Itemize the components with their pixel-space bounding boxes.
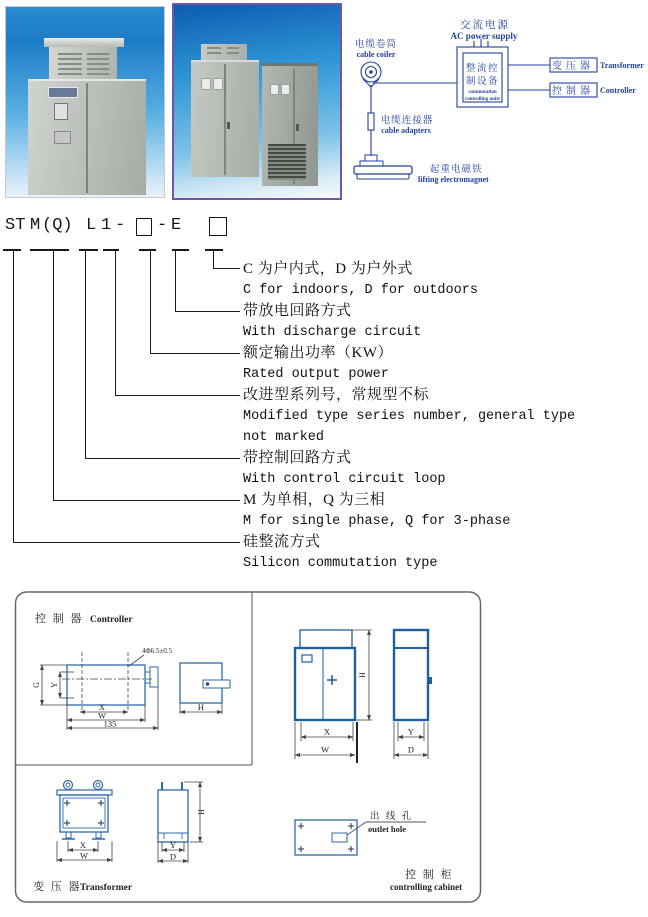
legend-line: With control circuit loop	[243, 472, 446, 487]
legend-connector	[175, 250, 176, 311]
rectifier-label-en2: controlling units	[464, 97, 501, 102]
system-diagram	[340, 8, 648, 188]
code-part: E	[171, 216, 182, 235]
cabinet-title-cn: 控 制 柜	[405, 869, 454, 881]
legend-connector	[85, 250, 86, 458]
controller-front-view	[67, 665, 158, 705]
code-blank-box-site	[209, 217, 227, 236]
adapters-label-cn: 电缆连接器	[380, 116, 434, 126]
legend-line: Rated output power	[243, 367, 389, 382]
code-underline	[79, 249, 98, 251]
code-dash: -	[115, 216, 126, 235]
controller-centerlines	[62, 652, 152, 711]
door-switch	[54, 103, 68, 120]
legend-connector	[150, 353, 240, 354]
legend-line: C 为户内式，D 为户外式	[243, 261, 413, 277]
louver	[207, 47, 221, 57]
outlet-top-view	[295, 810, 462, 892]
louver	[227, 47, 239, 57]
lifting-electromagnet-icon	[354, 155, 412, 179]
code-underline	[103, 249, 119, 251]
hole-note: 4Φ6.5±0.5	[142, 647, 172, 655]
door-label	[201, 78, 211, 90]
legend-connector	[13, 542, 240, 543]
controller-title-en: Controller	[90, 615, 133, 625]
controller-label-cn: 控制器	[552, 86, 594, 97]
code-underline	[139, 249, 156, 251]
legend-line: 带控制回路方式	[243, 450, 352, 466]
door-divider	[86, 83, 88, 193]
code-part: ST	[5, 216, 26, 235]
legend-line: Silicon commutation type	[243, 556, 438, 571]
dim-label-g: G	[32, 682, 41, 688]
legend-connector	[53, 250, 54, 500]
louver-right	[87, 53, 109, 75]
cabinet-right-body	[262, 63, 318, 186]
cabinet-side-view	[394, 630, 432, 759]
door-label	[281, 84, 290, 95]
legend-line: 硅整流方式	[243, 534, 321, 550]
vent-box	[201, 44, 247, 60]
rectifier-label-cn2: 制设备	[465, 77, 500, 87]
transformer-label-en: Transformer	[600, 61, 644, 70]
door-label	[270, 84, 279, 95]
legend-connector	[115, 395, 240, 396]
product-photo-single-cabinet	[5, 6, 165, 198]
cabinet-vent-box	[49, 47, 117, 79]
rectifier-label-en1: commutation	[468, 90, 497, 95]
transformer-side-view	[158, 782, 203, 863]
nameplate	[48, 87, 78, 98]
legend-line: M 为单相，Q 为三相	[243, 492, 386, 508]
dim-label-x: X	[79, 840, 87, 850]
dimension-drawings-panel	[14, 589, 482, 907]
legend-line: M for single phase, Q for 3-phase	[243, 514, 511, 529]
code-part: 1	[101, 216, 112, 235]
dim-label-x: X	[323, 726, 331, 737]
code-part: (Q)	[42, 216, 73, 235]
legend-connector	[175, 311, 240, 312]
code-dash: -	[157, 216, 168, 235]
dim-label-d: D	[407, 744, 415, 755]
controller-drawing	[32, 611, 230, 730]
cable-adapter-icon	[368, 113, 374, 130]
dim-label-x: X	[98, 702, 106, 712]
ac-power-label-cn: 交流电源	[460, 20, 510, 31]
code-underline	[3, 249, 21, 251]
legend-connector	[13, 250, 14, 542]
legend-line: not marked	[243, 430, 325, 445]
code-underline	[205, 249, 223, 251]
dim-label-w: W	[97, 710, 107, 721]
dim-label-w: W	[320, 744, 330, 755]
ventilation-grille	[268, 144, 306, 180]
code-blank-box-power	[136, 218, 152, 236]
model-legend	[243, 259, 575, 574]
legend-line: 带放电回路方式	[243, 303, 352, 319]
legend-connector	[115, 250, 116, 395]
controller-side-view	[180, 663, 230, 714]
cabinet-front-dimensions	[295, 630, 372, 763]
dim-label-h: H	[197, 809, 206, 815]
door-label	[213, 78, 223, 90]
outlet-label-cn: 出 线 孔	[370, 812, 414, 822]
dim-label-y: Y	[50, 682, 59, 688]
cabinet-front-view	[295, 630, 355, 720]
code-part: M	[30, 216, 41, 235]
product-photo-two-cabinets	[172, 3, 342, 200]
door-handle	[296, 124, 299, 131]
controller-title-cn: 控 制 器	[35, 613, 84, 625]
legend-connector	[213, 268, 240, 269]
legend-line: 额定输出功率（KW）	[243, 345, 393, 361]
transformer-title-cn: 变 压 器	[33, 881, 82, 893]
cabinet-body	[28, 79, 146, 195]
front-cross-marks	[64, 800, 104, 826]
dim-label-d: D	[169, 851, 177, 862]
outlet-hole-rect	[332, 833, 347, 842]
rectifier-label-cn1: 整流控	[465, 64, 500, 74]
code-underline	[30, 249, 69, 251]
legend-connector	[53, 500, 240, 501]
magnet-label-en: lifting electromagnet	[418, 175, 489, 184]
transformer-drawing	[33, 781, 206, 894]
cabinet-left-body	[191, 60, 259, 177]
dim-label-h: H	[358, 672, 367, 678]
legend-connector	[213, 250, 214, 268]
louver-left	[58, 53, 82, 75]
dim-label-y: Y	[407, 726, 415, 737]
cabinet-roof	[44, 38, 124, 47]
legend-line: Modified type series number, general type	[243, 409, 576, 424]
magnet-label-cn: 起重电磁铁	[430, 165, 483, 175]
ac-power-label-en: AC power supply	[450, 31, 518, 41]
legend-line: C for indoors, D for outdoors	[243, 283, 478, 298]
pulley-hub	[369, 70, 373, 74]
door-handle	[227, 122, 230, 129]
transformer-front-view	[57, 781, 112, 840]
door-detail	[54, 131, 71, 144]
legend-line: 改进型系列号，常规型不标	[243, 387, 430, 403]
code-part: L	[86, 216, 97, 235]
controller-label-en: Controller	[600, 86, 636, 95]
transformer-label-cn: 变压器	[552, 61, 594, 72]
door-divider	[224, 64, 226, 175]
cabinet-drawing	[295, 630, 432, 763]
legend-line: With discharge circuit	[243, 325, 422, 340]
cabinet-title-en: controlling cabinet	[390, 882, 463, 892]
legend-connector	[150, 250, 151, 353]
dim-label-y: Y	[169, 840, 177, 850]
legend-connector	[85, 458, 240, 459]
dim-label-w: W	[79, 850, 89, 861]
dim-label-h: H	[197, 702, 205, 712]
coiler-label-cn: 电缆卷筒	[354, 40, 398, 50]
transformer-title-en: Transformer	[80, 883, 133, 893]
corner-cross-marks	[298, 823, 354, 852]
outlet-label-en: outlet hole	[368, 824, 407, 834]
adapters-label-en: cable adapters	[381, 126, 431, 135]
dim-label-135: 135	[103, 718, 117, 729]
coiler-label-en: cable coiler	[356, 50, 396, 59]
